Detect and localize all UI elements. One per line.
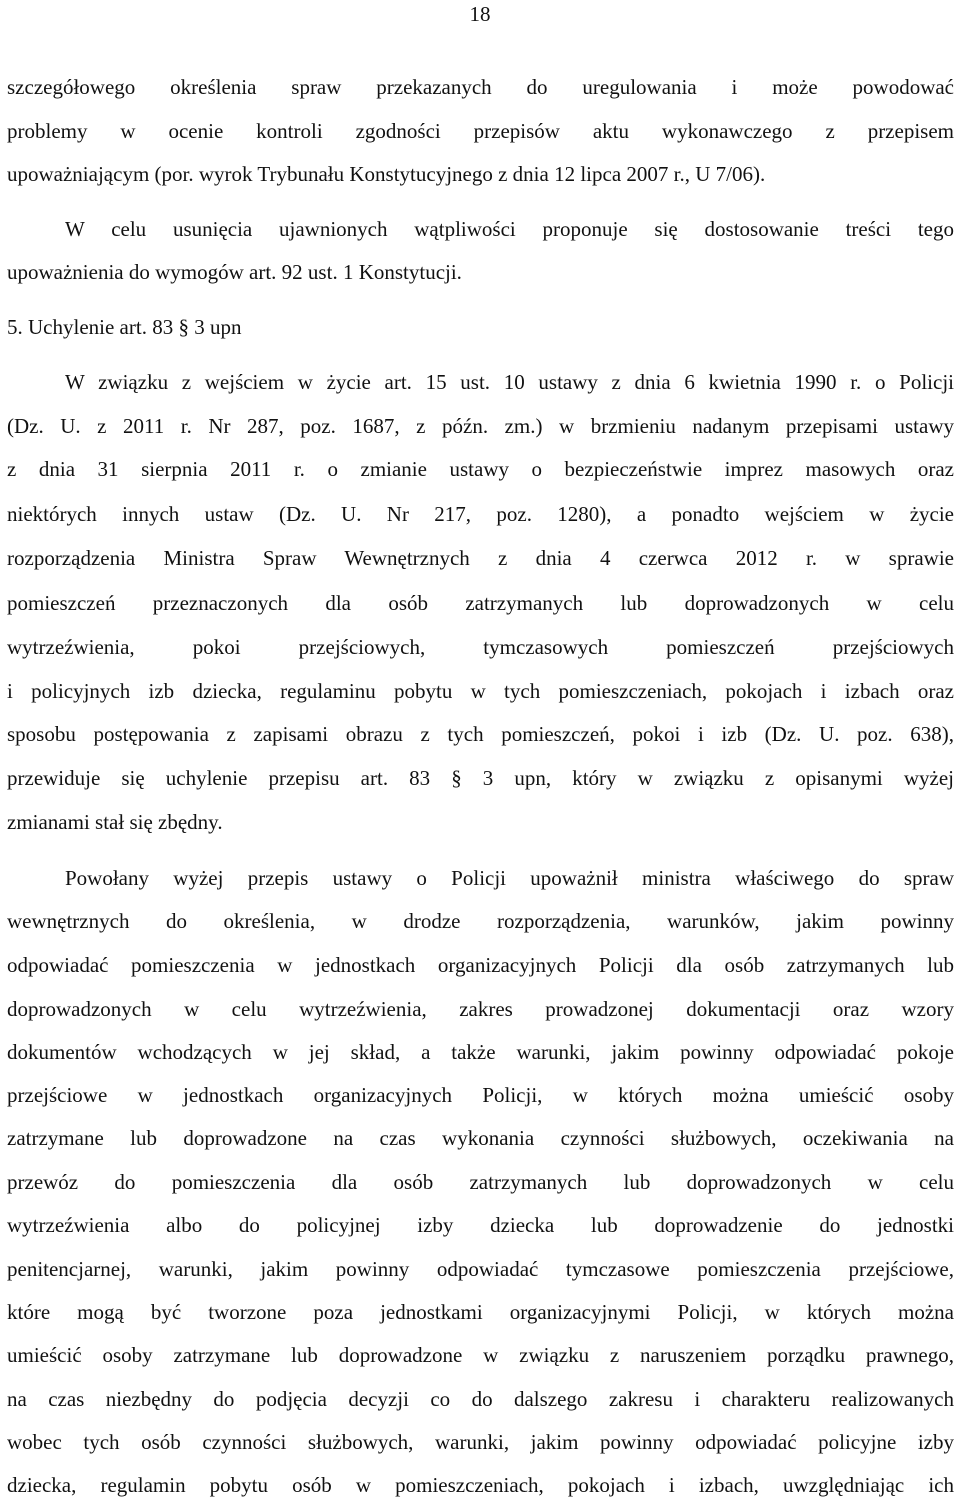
- text-line: doprowadzonych w celu wytrzeźwienia, zakres prowadzonej dokumentacji oraz wzory: [7, 997, 954, 1021]
- text-line: penitencjarnej, warunki, jakim powinny odpowiadać tymczasowe pomieszczenia przejściowe,: [7, 1257, 954, 1281]
- text-line: wobec tych osób czynności służbowych, warunki, jakim powinny odpowiadać policyjne izby: [7, 1430, 954, 1454]
- text-line: dziecka, regulamin pobytu osób w pomieszczeniach, pokojach i izbach, uwzględniając ich: [7, 1473, 954, 1497]
- text-line: i policyjnych izb dziecka, regulaminu pobytu w tych pomieszczeniach, pokojach i izbach oraz: [7, 679, 954, 703]
- text-line: upoważniającym (por. wyrok Trybunału Konstytucyjnego z dnia 12 lipca 2007 r., U 7/06).: [7, 162, 766, 186]
- text-line: przewiduje się uchylenie przepisu art. 83 § 3 upn, który w związku z opisanymi wyżej: [7, 766, 954, 790]
- text-line: wytrzeźwienia albo do policyjnej izby dziecka lub doprowadzenie do jednostki: [7, 1213, 954, 1237]
- text-line: problemy w ocenie kontroli zgodności przepisów aktu wykonawczego z przepisem: [7, 119, 954, 143]
- text-line: wytrzeźwienia, pokoi przejściowych, tymczasowych pomieszczeń przejściowych: [7, 635, 954, 659]
- text-line: wewnętrznych do określenia, w drodze rozporządzenia, warunków, jakim powinny: [7, 909, 954, 933]
- text-line: dokumentów wchodzących w jej skład, a także warunki, jakim powinny odpowiadać pokoje: [7, 1040, 954, 1064]
- text-line: na czas niezbędny do podjęcia decyzji co do dalszego zakresu i charakteru realizowanych: [7, 1387, 954, 1411]
- text-line: upoważnienia do wymogów art. 92 ust. 1 Konstytucji.: [7, 260, 462, 284]
- text-line: zatrzymane lub doprowadzone na czas wykonania czynności służbowych, oczekiwania na: [7, 1126, 954, 1150]
- text-line: W związku z wejściem w życie art. 15 ust. 10 ustawy z dnia 6 kwietnia 1990 r. o Policji: [65, 370, 954, 394]
- text-line: przewóz do pomieszczenia dla osób zatrzymanych lub doprowadzonych w celu: [7, 1170, 954, 1194]
- text-line: sposobu postępowania z zapisami obrazu z tych pomieszczeń, pokoi i izb (Dz. U. poz. 638),: [7, 722, 954, 746]
- text-line: z dnia 31 sierpnia 2011 r. o zmianie ustawy o bezpieczeństwie imprez masowych oraz: [7, 457, 954, 481]
- text-line: zmianami stał się zbędny.: [7, 810, 223, 834]
- text-line: Powołany wyżej przepis ustawy o Policji upoważnił ministra właściwego do spraw: [65, 866, 954, 890]
- section-heading: 5. Uchylenie art. 83 § 3 upn: [7, 315, 242, 339]
- text-line: rozporządzenia Ministra Spraw Wewnętrznych z dnia 4 czerwca 2012 r. w sprawie: [7, 546, 954, 570]
- text-line: (Dz. U. z 2011 r. Nr 287, poz. 1687, z późn. zm.) w brzmieniu nadanym przepisami ustawy: [7, 414, 954, 438]
- text-line: przejściowe w jednostkach organizacyjnych Policji, w których można umieścić osoby: [7, 1083, 954, 1107]
- text-line: niektórych innych ustaw (Dz. U. Nr 217, poz. 1280), a ponadto wejściem w życie: [7, 502, 954, 526]
- page-number: 18: [469, 2, 491, 26]
- text-line: które mogą być tworzone poza jednostkami organizacyjnymi Policji, w których można: [7, 1300, 954, 1324]
- text-line: odpowiadać pomieszczenia w jednostkach organizacyjnych Policji dla osób zatrzymanych lub: [7, 953, 954, 977]
- text-line: pomieszczeń przeznaczonych dla osób zatrzymanych lub doprowadzonych w celu: [7, 591, 954, 615]
- text-line: szczegółowego określenia spraw przekazanych do uregulowania i może powodować: [7, 75, 954, 99]
- text-line: umieścić osoby zatrzymane lub doprowadzone w związku z naruszeniem porządku prawnego,: [7, 1343, 954, 1367]
- text-line: W celu usunięcia ujawnionych wątpliwości proponuje się dostosowanie treści tego: [65, 217, 954, 241]
